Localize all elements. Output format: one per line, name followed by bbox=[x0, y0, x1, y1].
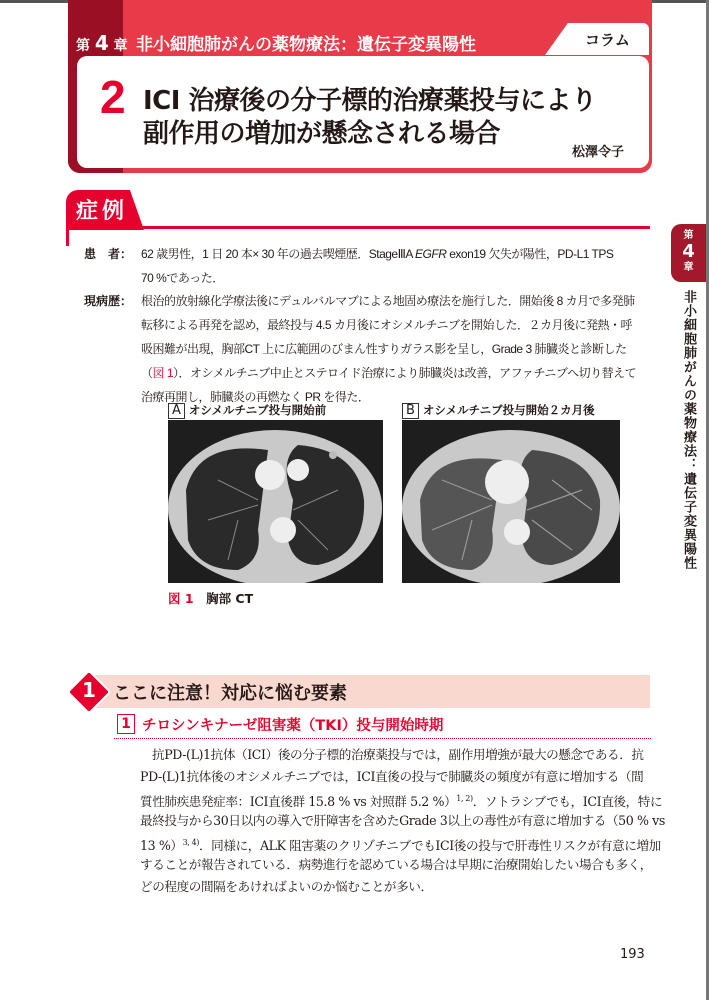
panel-letter: B bbox=[402, 403, 419, 419]
caption-number: 図 1 bbox=[168, 591, 194, 606]
body-line: することが報告されている．病勢進行を認めている場合は早期に治療開始したい場合も多く， bbox=[140, 857, 652, 872]
body-line: どの程度の間隔をあければよいのか悩むことが多い． bbox=[140, 879, 433, 894]
page-number: 193 bbox=[620, 947, 645, 962]
subsection-title: チロシンキナーゼ阻害薬（TKI）投与開始時期 bbox=[142, 718, 444, 734]
patient-label: 患 者： bbox=[84, 247, 133, 261]
text: 62 歳男性，1 日 20 本× 30 年の過去喫煙歴．StageⅢA bbox=[141, 247, 416, 261]
case-heading: 症例 bbox=[76, 199, 129, 224]
text: ）．オシメルチニブ中止とステロイド治療により肺臓炎は改善，アファチニブへ切り替えて bbox=[173, 366, 637, 380]
sidebar-chapter-title: 非小細胞肺がんの薬物療法：遺伝子変異陽性 bbox=[681, 290, 696, 570]
citation: 1, 2) bbox=[456, 794, 473, 803]
case-rule-left bbox=[66, 226, 69, 246]
gene-name: EGFR bbox=[415, 247, 447, 261]
sidebar-chapter-tab bbox=[671, 224, 706, 282]
chapter-label bbox=[76, 31, 128, 55]
caption-text: 胸部 CT bbox=[206, 591, 254, 606]
text: 質性肺疾患発症率：ICI直後群 15.8 % vs 対照群 5.2 %） bbox=[140, 794, 457, 810]
sidebar-prefix: 第 bbox=[683, 230, 694, 241]
chapter-title: 非小細胞肺がんの薬物療法：遺伝子変異陽性 bbox=[136, 35, 476, 55]
panel-title: オシメルチニブ投与開始前 bbox=[188, 403, 327, 417]
history-line: 転移による再発を認め，最終投与 4.5 カ月後にオシメルチニブを開始した．２カ月後に発熱・呼 bbox=[141, 318, 633, 332]
history-line: 治療再開し，肺臓炎の再燃なく PR を得た． bbox=[141, 390, 370, 404]
patient-line bbox=[141, 242, 613, 266]
text: ．同様に，ALK 阻害薬のクリゾチニブでもICI後の投与で肝毒性リスクが有意に増加 bbox=[198, 838, 661, 854]
history-line bbox=[141, 361, 636, 385]
chapter-prefix: 第 bbox=[76, 38, 90, 54]
text: ．ソトラシブでも，ICI直後，特に bbox=[472, 794, 663, 810]
case-rule bbox=[66, 226, 650, 229]
panel-letter: A bbox=[168, 403, 185, 419]
section-number: 1 bbox=[82, 678, 96, 702]
history-label: 現病歴： bbox=[84, 294, 133, 308]
chapter-suffix: 章 bbox=[113, 38, 128, 54]
body-line: PD-(L)1抗体後のオシメルチニブでは，ICI直後の投与で肺臓炎の頻度が有意に増加する（間 bbox=[140, 769, 644, 784]
text: 13 %） bbox=[140, 838, 183, 854]
chapter-num: 4 bbox=[94, 31, 109, 55]
subsection-number: 1 bbox=[117, 714, 135, 734]
panel-a-label bbox=[168, 402, 326, 419]
figure-caption bbox=[168, 589, 253, 607]
history-line: 根治的放射線化学療法後にデュルバルマブによる地固め療法を施行した．開始後 8 カ月で多発肺 bbox=[141, 294, 635, 308]
section-title: ここに注意！対応に悩む要素 bbox=[113, 683, 347, 704]
ct-image-b bbox=[402, 420, 620, 583]
page-title-line1: ICI 治療後の分子標的治療薬投与により bbox=[143, 86, 597, 116]
figure-ref-link[interactable]: 図 1 bbox=[152, 366, 174, 380]
text: （ bbox=[141, 366, 153, 380]
body-line: 抗PD-(L)1抗体（ICI）後の分子標的治療薬投与では，副作用増強が最大の懸念である．抗 bbox=[152, 747, 644, 762]
sidebar-suffix: 章 bbox=[683, 262, 694, 273]
patient-line: 70 %であった． bbox=[141, 271, 224, 285]
ct-image-a bbox=[168, 420, 383, 583]
citation: 3, 4) bbox=[182, 838, 199, 847]
subsection-rule bbox=[114, 738, 651, 739]
sidebar-num: 4 bbox=[682, 241, 695, 262]
title-number: 2 bbox=[100, 71, 126, 123]
history-line: 吸困難が出現，胸部CT 上に広範囲のびまん性すりガラス影を呈し，Grade 3 肺臓炎と診断した bbox=[141, 342, 627, 356]
page-title-line2: 副作用の増加が懸念される場合 bbox=[143, 119, 501, 149]
author: 松澤令子 bbox=[572, 145, 625, 160]
body-line: 最終投与から30日以内の導入で肝障害を含めたGrade 3以上の毒性が有意に増加する（50 % vs bbox=[140, 813, 665, 828]
panel-title: オシメルチニブ投与開始２カ月後 bbox=[422, 403, 595, 417]
panel-b-label bbox=[402, 402, 595, 419]
text: exon19 欠失が陽性，PD-L1 TPS bbox=[446, 247, 614, 261]
column-label: コラム bbox=[585, 31, 630, 49]
